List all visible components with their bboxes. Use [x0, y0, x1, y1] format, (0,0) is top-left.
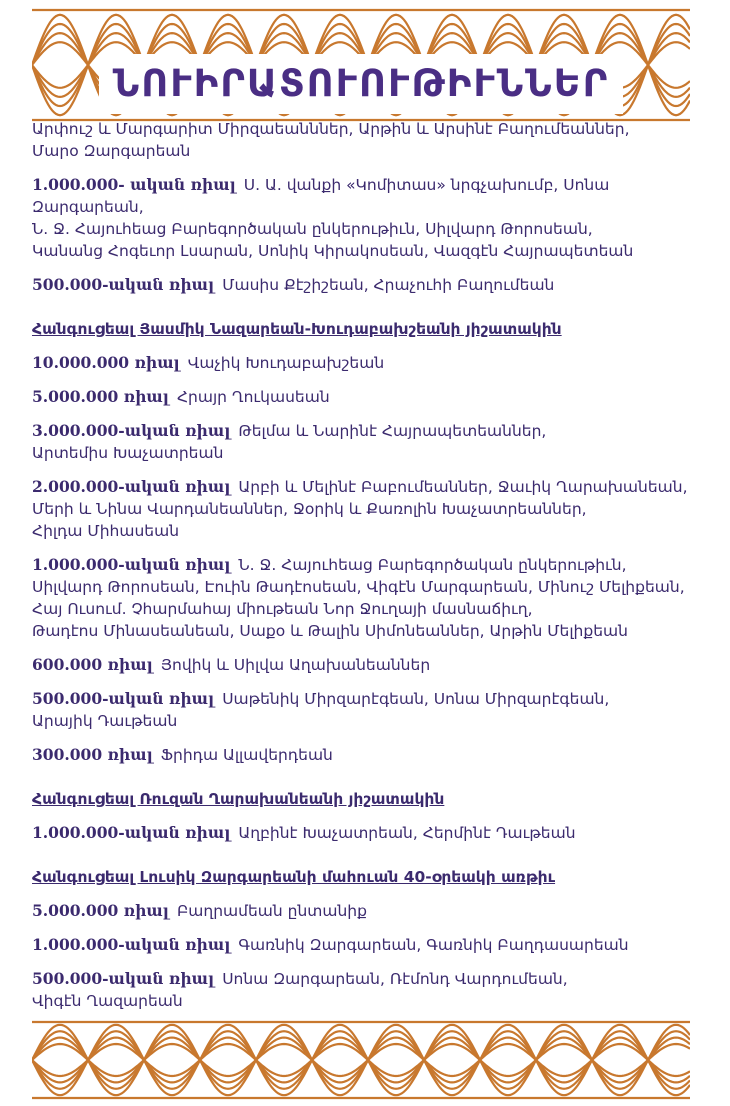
knot-pattern-bottom: [32, 1020, 690, 1100]
donation-amount: 600.000 ռիալ: [32, 655, 153, 674]
section-heading: Հանգուցեալ Ռուզան Ղարախանեանի յիշատակին: [32, 790, 445, 808]
donation-entry: [32, 274, 702, 296]
donation-amount: 5.000.000 ռիալ: [32, 387, 169, 406]
donation-amount: 2.000.000-ական ռիալ: [32, 477, 231, 496]
section-heading: Հանգուցեալ Յասմիկ Նազարեան-Խուդաբախշեանի յիշատակին: [32, 320, 562, 338]
donor-names: Բաղրամեան ընտանիք: [176, 902, 367, 920]
donation-entry: [32, 688, 702, 732]
donation-entry: [32, 822, 702, 844]
donation-entry: [32, 934, 702, 956]
donation-amount: 1.000.000-ական ռիալ: [32, 823, 231, 842]
donation-entry: [32, 900, 702, 922]
donation-entry: [32, 654, 702, 676]
donor-names: Թելմա և Նարինէ Հայրապետեաններ, Արտեմիս Խաչատրեան: [32, 422, 547, 462]
donation-entry: [32, 386, 702, 408]
intro-paragraph: Արփուշ և Մարգարիտ Միրզաեանններ, Արթին և Արսինէ Բաղումեաններ, Մարօ Զարգարեան: [32, 120, 630, 160]
donation-amount: 500.000-ական ռիալ: [32, 969, 215, 988]
donation-amount: 5.000.000 ռիալ: [32, 901, 169, 920]
donor-names: Աղբինէ Խաչատրեան, Հերմինէ Դաւթեան: [238, 824, 576, 842]
donation-entry: [32, 476, 702, 542]
donation-amount: 1.000.000- ական ռիալ: [32, 175, 236, 194]
donor-names: Սոնա Զարգարեան, Ռէմոնդ Վարդումեան, Վիգէն Ղազարեան: [32, 970, 568, 1010]
donation-amount: 500.000-ական ռիալ: [32, 275, 215, 294]
donor-names: Սաթենիկ Միրզարէգեան, Սոնա Միրզարէգեան, Արայիկ Դաւթեան: [32, 690, 610, 730]
bottom-ornament-band: [32, 1020, 690, 1100]
donor-names: Մասիս Քէշիշեան, Հրաչուհի Բաղումեան: [222, 276, 555, 294]
title-wrapper: [32, 54, 690, 114]
page-title: ՆՈՒԻՐԱՏՈՒՈՒԹԻՒՆՆԵՐ: [99, 54, 623, 114]
donation-amount: 10.000.000 ռիալ: [32, 353, 180, 372]
donation-amount: 3.000.000-ական ռիալ: [32, 421, 231, 440]
donation-entry: [32, 352, 702, 374]
donor-names: Գառնիկ Զարգարեան, Գառնիկ Բաղդասարեան: [238, 936, 629, 954]
donor-names: Արբի և Մելինէ Բաբումեաններ, Ջաւիկ Ղարախանեան, Մերի և Նինա Վարդանեաններ, Ջօրիկ և Քառոլին Խաչատրեաններ, Հիլդա Միհասեան: [32, 478, 688, 540]
donations-list: [32, 118, 702, 1024]
donor-names: Ն. Ջ. Հայուհեաց Բարեգործական ընկերութիւն, Սիլվարդ Թորոսեան, Էուին Թադէոսեան, Վիգէն Մարգարեան, Մինուշ Մելիքեան, Հայ Ուսում. Չհարմահայ միութեան Նոր Ջուղայի մասնաճիւղ, Թադէոս Մինասեանեան, Սաքօ և Թալին Սիմոնեաններ, Արթին Մելիքեան: [32, 556, 685, 640]
section-heading: Հանգուցեալ Լուսիկ Զարգարեանի մահուան 40-օրեակի առթիւ: [32, 868, 556, 886]
top-ornament-band: [32, 8, 690, 122]
donation-entry: [32, 420, 702, 464]
donation-amount: 1.000.000-ական ռիալ: [32, 555, 231, 574]
donation-entry: [32, 744, 702, 766]
donation-amount: 1.000.000-ական ռիալ: [32, 935, 231, 954]
donor-names: Ֆրիդա Ալլավերդեան: [160, 746, 333, 764]
donation-entry: [32, 174, 702, 262]
donation-amount: 500.000-ական ռիալ: [32, 689, 215, 708]
donation-entry: [32, 968, 702, 1012]
donation-amount: 300.000 ռիալ: [32, 745, 153, 764]
donation-entry: [32, 554, 702, 642]
donor-names: Յովիկ և Սիլվա Աղախանեաններ: [160, 656, 431, 674]
donor-names: Վաչիկ Խուդաբախշեան: [187, 354, 385, 372]
donor-names: Հրայր Ղուկասեան: [176, 388, 330, 406]
donor-names: Ս. Ա. վանքի «Կոմիտաս» նրգչախումբ, Սոնա Զարգարեան, Ն. Ջ. Հայուհեաց Բարեգործական ընկերութիւն, Սիլվարդ Թորոսեան, Կանանց Հոգեւոր Լսարան, Սոնիկ Կիրակոսեան, Վազգէն Հայրապետեան: [32, 176, 634, 260]
